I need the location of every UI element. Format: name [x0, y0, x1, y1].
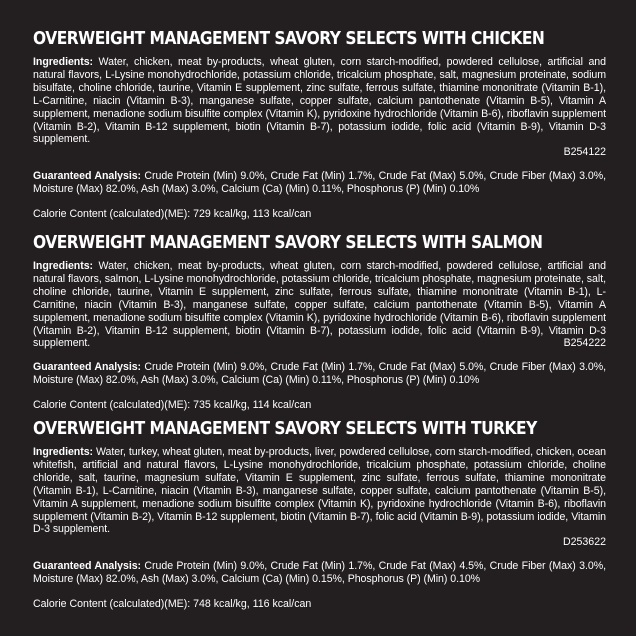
- guaranteed-analysis-paragraph: [33, 560, 606, 586]
- ingredients-text: Water, chicken, meat by-products, wheat gluten, corn starch-modified, powdered cellulose, artificial and natural flavors, L-Lysine monohydrochloride, potassium chloride, tricalcium phosphate, salt, magnesium proteinate, sodium bisulfate, choline chloride, taurine, Vitamin E supplement, zinc sulfate, ferrous sulfate, thiamine mononitrate (Vitamin B-1), L-Carnitine, niacin (Vitamin B-3), manganese sulfate, copper sulfate, calcium pantothenate (Vitamin B-5), Vitamin A supplement, menadione sodium bisulfite complex (Vitamin K), pyridoxine hydrochloride (Vitamin B-6), riboflavin supplement (Vitamin B-2), Vitamin B-12 supplement, biotin (Vitamin B-7), potassium iodide, folic acid (Vitamin B-9), Vitamin D-3 supplement.: [33, 56, 606, 146]
- guaranteed-analysis-text: Crude Protein (Min) 9.0%, Crude Fat (Min) 1.7%, Crude Fat (Max) 5.0%, Crude Fiber (Max) 3.0%, Moisture (Max) 82.0%, Ash (Max) 3.0%, Calcium (Ca) (Min) 0.11%, Phosphorus (P) (Min) 0.10%: [33, 361, 606, 387]
- guaranteed-analysis-label: Guaranteed Analysis:: [33, 560, 142, 573]
- calorie-content: Calorie Content (calculated)(ME): 729 kcal/kg, 113 kcal/can: [33, 208, 312, 221]
- guaranteed-analysis-label: Guaranteed Analysis:: [33, 361, 142, 374]
- section-title: OVERWEIGHT MANAGEMENT SAVORY SELECTS WITH CHICKEN: [33, 28, 545, 49]
- product-code: B254222: [563, 337, 606, 350]
- section-title: OVERWEIGHT MANAGEMENT SAVORY SELECTS WITH TURKEY: [33, 418, 537, 439]
- ingredients-paragraph: [33, 260, 606, 350]
- guaranteed-analysis-text: Crude Protein (Min) 9.0%, Crude Fat (Min) 1.7%, Crude Fat (Max) 5.0%, Crude Fiber (Max) 3.0%, Moisture (Max) 82.0%, Ash (Max) 3.0%, Calcium (Ca) (Min) 0.11%, Phosphorus (P) (Min) 0.10%: [33, 170, 606, 196]
- guaranteed-analysis-label: Guaranteed Analysis:: [33, 170, 142, 183]
- guaranteed-analysis-text: Crude Protein (Min) 9.0%, Crude Fat (Min) 1.7%, Crude Fat (Max) 4.5%, Crude Fiber (Max) 3.0%, Moisture (Max) 82.0%, Ash (Max) 3.0%, Calcium (Ca) (Min) 0.15%, Phosphorus (P) (Min) 0.10%: [33, 560, 606, 586]
- section-salmon: [33, 232, 606, 412]
- ingredients-label: Ingredients:: [33, 56, 94, 68]
- calorie-content: Calorie Content (calculated)(ME): 748 kcal/kg, 116 kcal/can: [33, 598, 312, 611]
- section-chicken: [33, 28, 606, 221]
- ingredients-label: Ingredients:: [33, 446, 94, 458]
- ingredients-text: Water, turkey, wheat gluten, meat by-products, liver, powdered cellulose, corn starch-modified, chicken, ocean whitefish, artificial and natural flavors, L-Lysine monohydrochloride, tricalcium phosphate, potassium chloride, choline chloride, salt, taurine, magnesium sulfate, Vitamin E supplement, zinc sulfate, ferrous sulfate, thiamine mononitrate (Vitamin B-1), L-Carnitine, niacin (Vitamin B-3), manganese sulfate, copper sulfate, calcium pantothenate (Vitamin B-5), Vitamin A supplement, menadione sodium bisulfite complex (Vitamin K), pyridoxine hydrochloride (Vitamin B-6), riboflavin supplement (Vitamin B-2), Vitamin B-12 supplement, biotin (Vitamin B-7), folic acid (Vitamin B-9), potassium iodide, Vitamin D-3 supplement.: [33, 446, 606, 536]
- product-code: B254122: [563, 146, 606, 159]
- ingredients-paragraph: [33, 446, 606, 536]
- product-code: D253622: [562, 536, 606, 549]
- ingredients-paragraph: [33, 56, 606, 146]
- ingredients-text: Water, chicken, meat by-products, wheat gluten, corn starch-modified, powdered cellulose, artificial and natural flavors, salmon, L-Lysine monohydrochloride, potassium chloride, tricalcium phosphate, magnesium proteinate, salt, choline chloride, taurine, Vitamin E supplement, zinc sulfate, ferrous sulfate, thiamine mononitrate (Vitamin B-1), L-Carnitine, niacin (Vitamin B-3), manganese sulfate, copper sulfate, calcium pantothenate (Vitamin B-5), Vitamin A supplement, menadione sodium bisulfite complex (Vitamin K), pyridoxine hydrochloride (Vitamin B-6), riboflavin supplement (Vitamin B-2), Vitamin B-12 supplement, biotin (Vitamin B-7), potassium iodide, folic acid (Vitamin B-9), Vitamin D-3 supplement.: [33, 260, 606, 350]
- calorie-content: Calorie Content (calculated)(ME): 735 kcal/kg, 114 kcal/can: [33, 399, 312, 412]
- guaranteed-analysis-paragraph: [33, 361, 606, 387]
- section-turkey: [33, 418, 606, 611]
- guaranteed-analysis-paragraph: [33, 170, 606, 196]
- ingredients-label: Ingredients:: [33, 260, 94, 272]
- section-title: OVERWEIGHT MANAGEMENT SAVORY SELECTS WITH SALMON: [33, 232, 543, 253]
